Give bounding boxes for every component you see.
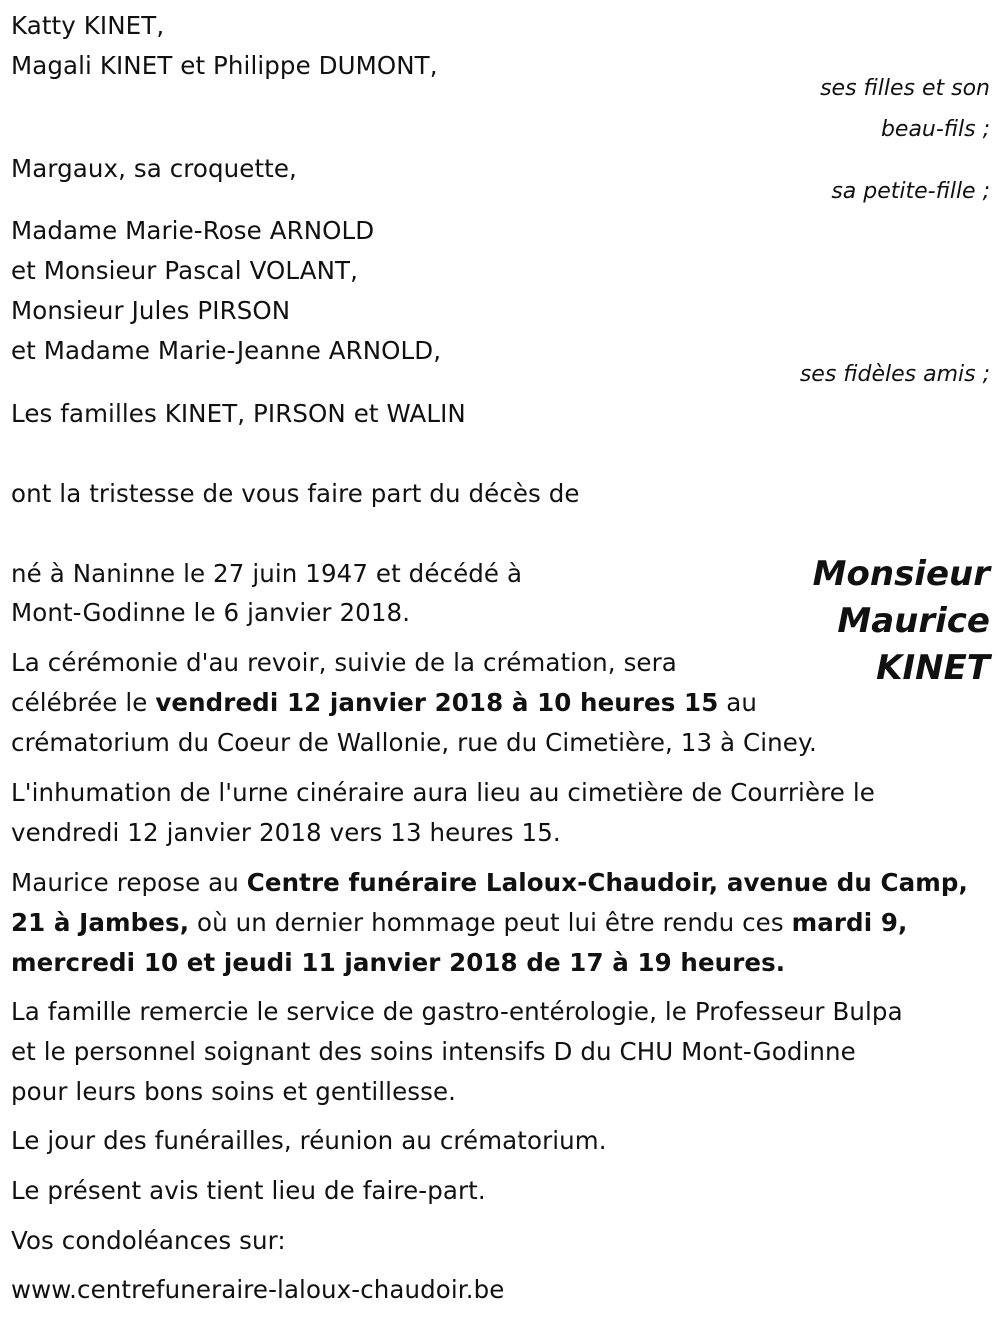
deceased-title: Monsieur [812, 554, 990, 594]
ceremony-line-2 [11, 688, 757, 718]
meeting-line: Le jour des funérailles, réunion au crématorium. [11, 1126, 607, 1155]
repose-line-3 [11, 948, 785, 978]
friend-2: et Monsieur Pascal VOLANT, [11, 256, 358, 285]
condolences-label: Vos condoléances sur: [11, 1226, 286, 1255]
role-granddaughter: sa petite-fille ; [831, 179, 990, 204]
family-daughter-2: Magali KINET et Philippe DUMONT, [11, 51, 438, 80]
deceased-name [813, 551, 990, 692]
inhumation-line-1: L'inhumation de l'urne cinéraire aura lieu au cimetière de Courrière le [11, 778, 875, 807]
birth-line-2: Mont-Godinne le 6 janvier 2018. [11, 598, 411, 627]
ceremony-line-1: La cérémonie d'au revoir, suivie de la crémation, sera [11, 648, 677, 677]
role-daughters: ses filles et son [820, 76, 990, 101]
ceremony-text-end: au [718, 688, 757, 717]
funeral-center-address: 21 à Jambes, [11, 908, 190, 937]
role-friends: ses fidèles amis ; [799, 362, 990, 387]
friend-3: Monsieur Jules PIRSON [11, 296, 291, 325]
ceremony-line-3: crématorium du Coeur de Wallonie, rue du Cimetière, 13 à Ciney. [11, 728, 817, 757]
repose-line-2 [11, 908, 907, 938]
families-line: Les familles KINET, PIRSON et WALIN [11, 399, 466, 428]
thanks-line-2: et le personnel soignant des soins intensifs D du CHU Mont-Godinne [11, 1037, 856, 1066]
birth-line-1: né à Naninne le 27 juin 1947 et décédé à [11, 559, 523, 588]
deceased-first-name: Maurice [837, 601, 990, 641]
visitation-days: mercredi 10 et jeudi 11 janvier 2018 de 17 à 19 heures. [11, 948, 786, 977]
family-daughter-1: Katty KINET, [11, 11, 165, 40]
thanks-line-3: pour leurs bons soins et gentillesse. [11, 1077, 457, 1106]
friend-4: et Madame Marie-Jeanne ARNOLD, [11, 336, 442, 365]
role-son-in-law: beau-fils ; [880, 117, 990, 142]
funeral-center: Centre funéraire Laloux-Chaudoir, avenue du Camp, [246, 868, 968, 897]
repose-text-2: où un dernier hommage peut lui être rendu ces [189, 908, 792, 937]
ceremony-date: vendredi 12 janvier 2018 à 10 heures 15 [155, 688, 719, 717]
repose-text: Maurice repose au [11, 868, 247, 897]
visitation-day-1: mardi 9, [791, 908, 908, 937]
ceremony-text: célébrée le [11, 688, 156, 717]
friend-1: Madame Marie-Rose ARNOLD [11, 216, 375, 245]
inhumation-line-2: vendredi 12 janvier 2018 vers 13 heures 15. [11, 818, 561, 847]
deceased-last-name: KINET [876, 648, 990, 688]
announcement-text: ont la tristesse de vous faire part du décès de [11, 479, 580, 508]
family-granddaughter: Margaux, sa croquette, [11, 154, 297, 183]
notice-line: Le présent avis tient lieu de faire-part. [11, 1176, 486, 1205]
repose-line-1 [11, 868, 968, 898]
condolences-url: www.centrefuneraire-laloux-chaudoir.be [11, 1275, 505, 1304]
thanks-line-1: La famille remercie le service de gastro-entérologie, le Professeur Bulpa [11, 997, 903, 1026]
